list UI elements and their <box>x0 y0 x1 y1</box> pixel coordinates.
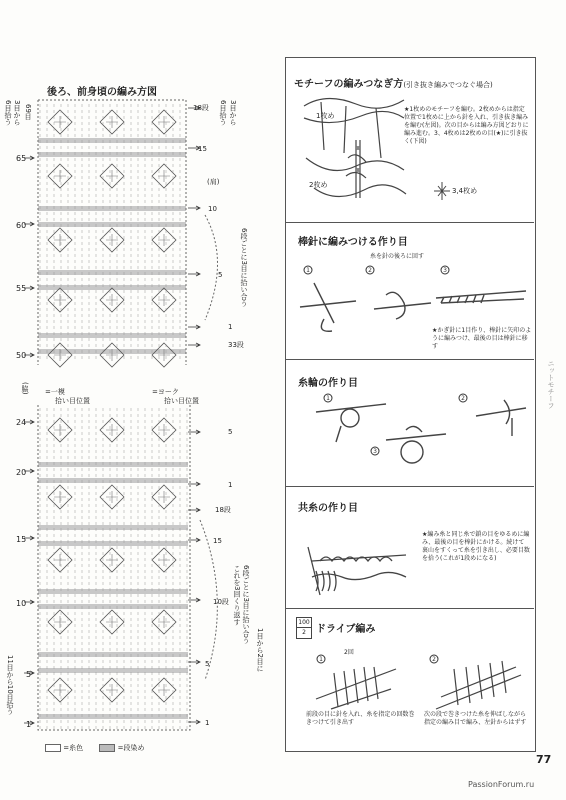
drive-badge-top: 100 <box>298 619 310 626</box>
stripe-row <box>38 138 186 143</box>
page-number: 77 <box>536 753 552 766</box>
row-label: 15 <box>198 145 207 153</box>
stripe-row <box>38 270 186 275</box>
drive-section <box>286 609 534 750</box>
bobari-title: 棒針に編みつける作り目 <box>298 237 408 248</box>
tomoito-text: ★編み糸と同じ糸で鎖の目をゆるめに編み、最後の目を棒針にかける。続けて裏山をすくって糸を引き出し、必要目数を拾う(これが1段めになる) <box>422 531 530 562</box>
drive-title: ドライブ編み <box>316 624 376 635</box>
stripe-row <box>38 652 188 657</box>
side-vertical-label: ニットモチーフ <box>547 360 555 409</box>
legend-gray-label: =段染め <box>117 744 145 752</box>
drive-step1-note: 2回 <box>344 649 354 656</box>
row-label: 1 <box>205 719 210 727</box>
bobari-step-note: 糸を針の後ろに回す <box>370 253 425 260</box>
stripe-row <box>38 333 186 338</box>
row-number: 24 <box>16 418 27 427</box>
side-label-top-right-b: 6目拾う <box>219 100 227 126</box>
motif-label-34: 3,4枚め <box>452 187 478 195</box>
side-note-top: 6段ごとに3目に拾い合う <box>240 228 248 307</box>
stripe-row <box>38 541 188 546</box>
row-number: 20 <box>16 468 27 477</box>
motif-label-1: 1枚め <box>316 112 335 120</box>
svg-text:3: 3 <box>373 448 377 455</box>
row-label: 5 <box>228 428 233 436</box>
itowa-title: 糸輪の作り目 <box>298 378 358 389</box>
row-label: (肩) <box>207 178 220 186</box>
row-number: 1 <box>26 720 32 729</box>
legend-ichimo-text2: 拾い目位置 <box>55 397 90 405</box>
itowa-diagram <box>286 360 534 486</box>
chart-title: 後ろ、前身頃の編み方図 <box>47 87 157 98</box>
waki-label: (脇) <box>21 382 29 395</box>
row-label: 1 <box>228 481 233 489</box>
legend-white-swatch <box>45 744 61 752</box>
row-label: 15 <box>213 537 222 545</box>
side-label-bottom-left: 11目から10目拾う <box>6 655 14 715</box>
stripe-row <box>38 589 188 594</box>
side-label-top-right-a: 3目から <box>229 100 237 126</box>
row-number: 65 <box>16 154 27 163</box>
row-number: 5 <box>26 670 32 679</box>
stripe-row <box>38 668 188 673</box>
svg-text:1: 1 <box>306 267 310 274</box>
tomoito-title: 共糸の作り目 <box>298 503 358 514</box>
motif-title: モチーフの編みつなぎ方 <box>294 79 404 90</box>
motif-section <box>286 58 534 223</box>
drive-text-2: 次の段で巻きつけた糸を伸ばしながら指定の編み目で編み、左針からはずす <box>424 711 527 726</box>
svg-text:1: 1 <box>326 395 330 402</box>
chart-panel <box>0 0 285 760</box>
row-label: 10 <box>208 205 217 213</box>
legend-yoke-text: =ヨーク <box>152 388 179 396</box>
row-label: 10段 <box>213 598 229 606</box>
bobari-text: ★かぎ針に1目作り、棒針に矢印のように編みつけ、最後の目は棒針に移す <box>432 327 532 350</box>
row-number: 50 <box>16 351 27 360</box>
side-note-bottom2: 1目から2目に <box>256 628 264 672</box>
stripe-row <box>38 152 186 157</box>
svg-text:2: 2 <box>461 395 465 402</box>
watermark: PassionForum.ru <box>468 780 535 789</box>
legend-gray-swatch <box>99 744 115 752</box>
side-note-bottom: 6段ごとに3目に拾い合う これを3回くり返す <box>233 565 250 644</box>
drive-badge-bottom: 2 <box>302 629 306 636</box>
stripe-row <box>38 462 188 467</box>
bobari-section <box>286 223 534 360</box>
crochet-chart <box>0 0 285 760</box>
stripe-row <box>38 206 186 211</box>
row-number: 10 <box>16 599 27 608</box>
legend-white-label: =糸色 <box>63 744 84 752</box>
row-label: 5 <box>218 271 223 279</box>
legend-ichimo-text: =一模 <box>45 388 65 396</box>
side-label-top-left: 6目拾う <box>4 100 12 126</box>
legend <box>45 743 144 753</box>
side-label-count: 69目 <box>24 104 32 120</box>
row-label: 18段 <box>215 506 231 514</box>
stripe-row <box>38 525 188 530</box>
motif-label-2: 2枚め <box>309 181 328 189</box>
row-label: 33段 <box>228 341 244 349</box>
row-number: 60 <box>16 221 27 230</box>
stripe-row <box>38 714 188 719</box>
svg-text:2: 2 <box>368 267 372 274</box>
itowa-section <box>286 360 534 487</box>
side-label-top-left-b: 3目から <box>13 100 21 126</box>
stripe-row <box>38 604 188 609</box>
stripe-row <box>38 222 186 227</box>
motif-subtitle: (引き抜き編みでつなぐ場合) <box>403 81 493 89</box>
svg-text:1: 1 <box>319 656 323 663</box>
row-label: 18段 <box>193 104 209 112</box>
row-number: 55 <box>16 284 27 293</box>
drive-diagram <box>286 609 534 750</box>
tomoito-section <box>286 487 534 609</box>
stripe-row <box>38 478 188 483</box>
legend-yoke-text2: 拾い目位置 <box>164 397 199 405</box>
row-label: 1 <box>228 323 233 331</box>
svg-text:2: 2 <box>432 656 436 663</box>
row-label: 5 <box>205 660 210 668</box>
row-number: 15 <box>16 535 27 544</box>
motif-text: ★1枚めのモチーフを編む。2枚めからは指定位置で1枚めに上から針を入れ、引き抜き編みを編む(左図)。次の目からは編み方図どおりに編み進む。3、4枚めは2枚めの目(★)に引き抜く(下図) <box>404 106 529 145</box>
drive-text-1: 前段の目に針を入れ、糸を指定の回数巻きつけて引き出す <box>306 711 415 726</box>
svg-text:3: 3 <box>443 267 447 274</box>
